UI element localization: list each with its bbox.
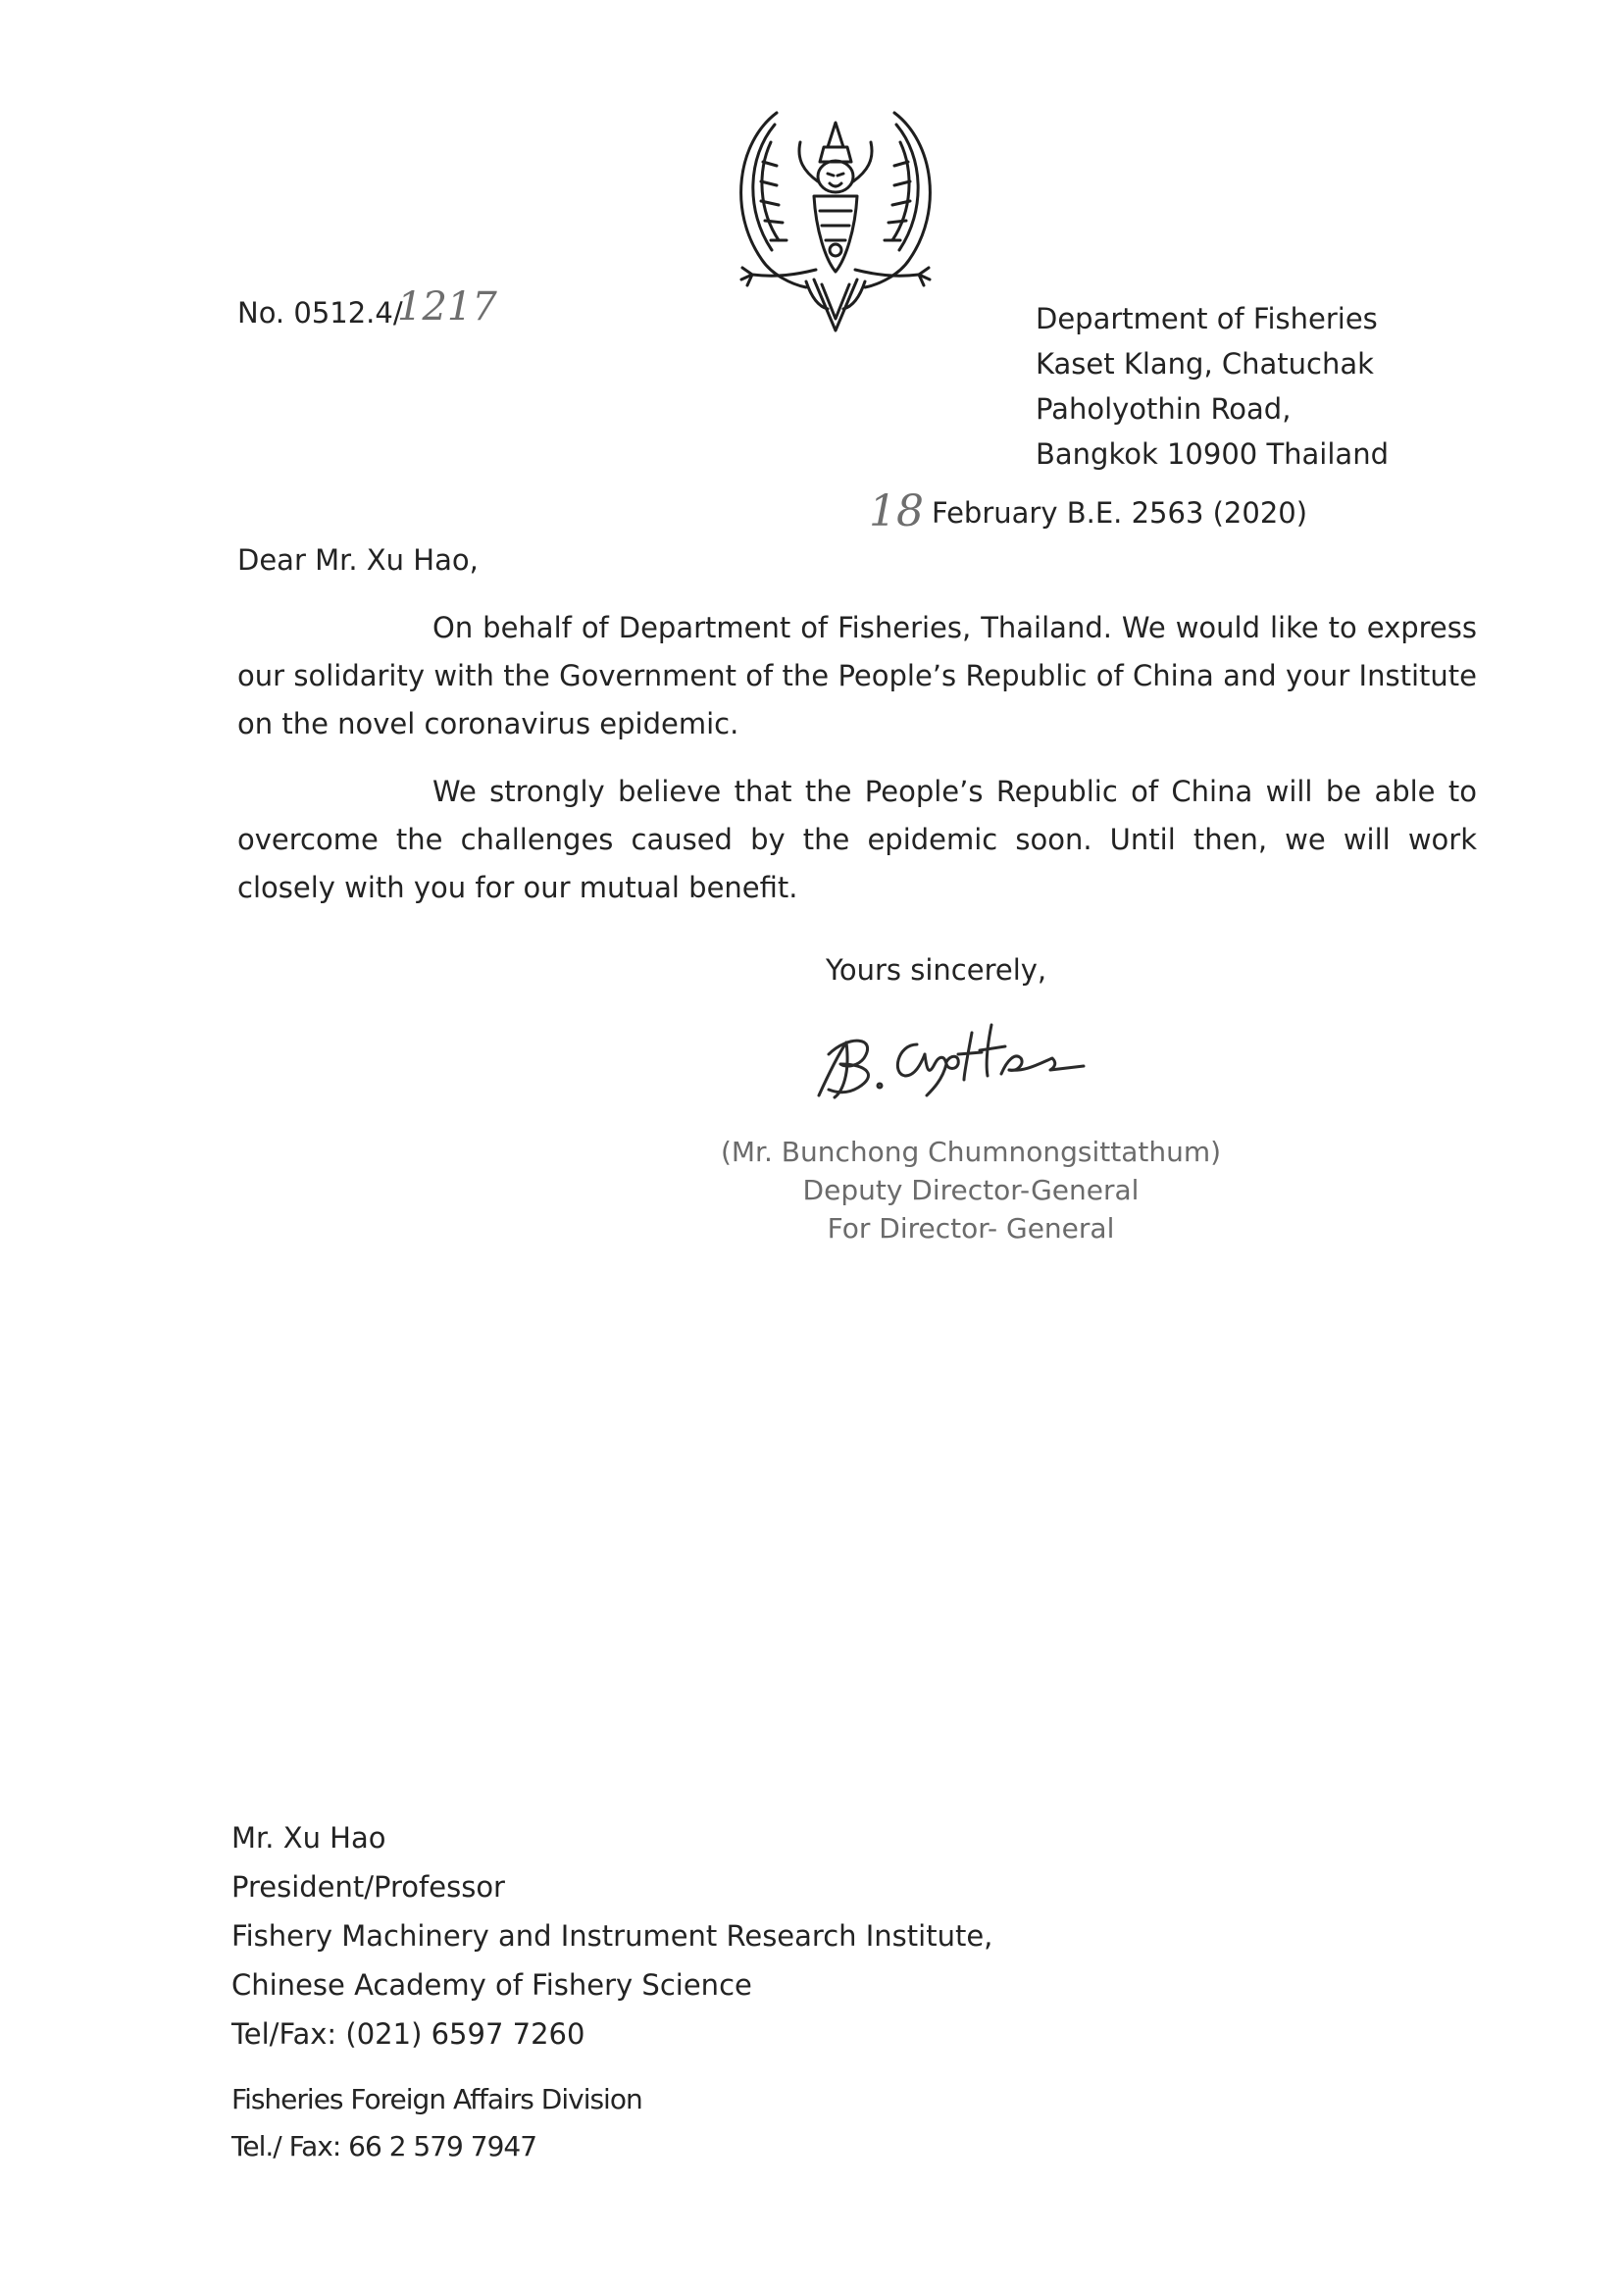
sender-address-line: Paholyothin Road, (1036, 392, 1292, 426)
closing: Yours sincerely, (826, 953, 1047, 987)
garuda-emblem-icon (718, 103, 953, 358)
recipient-line: Fishery Machinery and Instrument Research Institute, (231, 1919, 993, 1953)
sender-address-line: Bangkok 10900 Thailand (1036, 437, 1389, 471)
reference-number-handwritten: 1217 (397, 284, 497, 330)
sender-address (1036, 296, 1389, 477)
signatory-name: (Mr. Bunchong Chumnongsittathum) (720, 1136, 1222, 1168)
sender-address-line: Department of Fisheries (1036, 302, 1378, 335)
sender-address-line: Kaset Klang, Chatuchak (1036, 347, 1374, 381)
recipient-line: Mr. Xu Hao (231, 1821, 386, 1855)
salutation: Dear Mr. Xu Hao, (237, 543, 479, 577)
signatory-block (686, 1133, 1255, 1247)
body-paragraph: We strongly believe that the People’s Republic of China will be able to overcome the challenges caused by the epidemic soon. Until then, we will work closely with you for our mutual benefit. (237, 775, 1477, 904)
recipient-line: Tel/Fax: (021) 6597 7260 (231, 2017, 585, 2051)
signature (799, 1015, 1093, 1103)
body-paragraph: On behalf of Department of Fisheries, Thailand. We would like to express our solidarity with the Government of the People’s Republic of China and your Institute on the novel coronavirus epidemic. (237, 611, 1477, 740)
signatory-capacity: For Director- General (827, 1212, 1115, 1245)
reference-prefix: No. 0512.4/ (237, 296, 403, 330)
recipient-address (231, 1813, 992, 2059)
signatory-title: Deputy Director-General (802, 1174, 1140, 1206)
division-name: Fisheries Foreign Affairs Division (231, 2083, 642, 2115)
recipient-line: Chinese Academy of Fishery Science (231, 1968, 752, 2002)
division-phone: Tel./ Fax: 66 2 579 7947 (231, 2130, 537, 2162)
letter-date: February B.E. 2563 (2020) (932, 496, 1308, 530)
division-contact (231, 2076, 642, 2170)
recipient-line: President/Professor (231, 1870, 505, 1904)
date-day-handwritten: 18 (869, 486, 924, 536)
